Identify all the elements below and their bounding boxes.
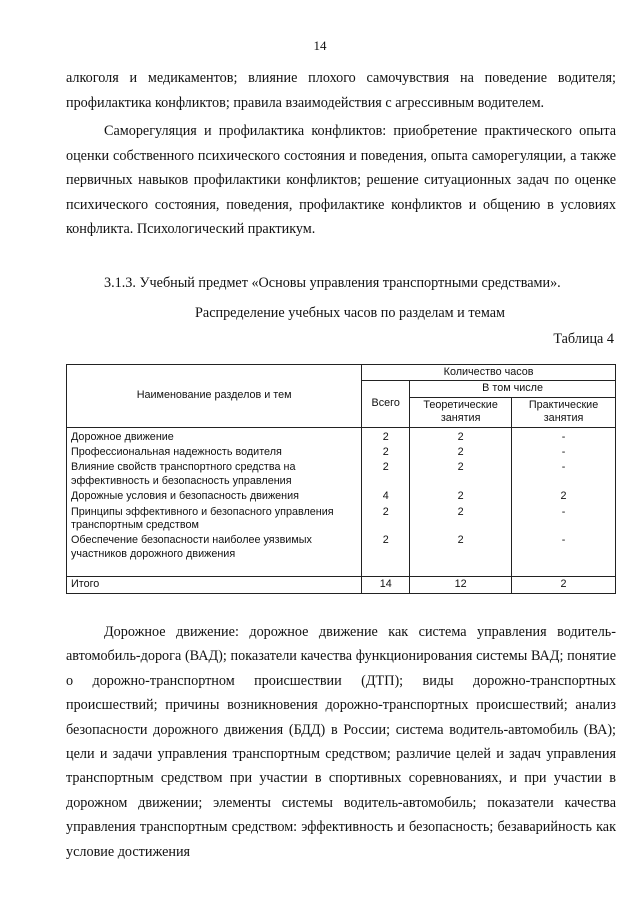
table-row	[67, 533, 616, 562]
row-practice: -	[512, 445, 616, 460]
total-row-name: Итого	[67, 577, 362, 593]
row-practice: -	[512, 505, 616, 534]
row-name: Дорожные условия и безопасность движения	[67, 489, 362, 504]
paragraph-1: алкоголя и медикаментов; влияние плохого самочувствия на поведение водителя; профилактика конфликтов; правила взаимодействия с агрессивным водителем.	[66, 70, 616, 111]
row-name: Принципы эффективного и безопасного управления транспортным средством	[67, 505, 362, 534]
row-theory: 2	[410, 427, 512, 445]
table-row	[67, 505, 616, 534]
row-total: 2	[362, 445, 410, 460]
row-name: Профессиональная надежность водителя	[67, 445, 362, 460]
row-theory: 2	[410, 505, 512, 534]
row-name: Влияние свойств транспортного средства на эффективность и безопасность управления	[67, 460, 362, 489]
row-name: Дорожное движение	[67, 427, 362, 445]
total-row-total: 14	[362, 577, 410, 593]
header-hours: Количество часов	[362, 365, 616, 381]
table-row	[67, 445, 616, 460]
table-spacer-row	[67, 562, 616, 577]
row-theory: 2	[410, 533, 512, 562]
row-total: 2	[362, 505, 410, 534]
row-total: 2	[362, 427, 410, 445]
header-name: Наименование разделов и тем	[67, 365, 362, 428]
table-label: Таблица 4	[553, 331, 614, 347]
row-practice: -	[512, 533, 616, 562]
total-row-theory: 12	[410, 577, 512, 593]
table-row	[67, 489, 616, 504]
hours-table	[66, 364, 616, 594]
header-practice: Практические занятия	[512, 397, 616, 427]
row-practice: -	[512, 460, 616, 489]
paragraph-3: Дорожное движение: дорожное движение как система управления водитель-автомобиль-дорога (ВАД); показатели качества функционирования системы ВАД; понятие о дорожно-транспортном происшествии (ДТП); виды дорожно-транспортных происшествий; причины возникновения дорожно-транспортных происшествий; анализ безопасности дорожного движения (БДД) в России; система водитель-автомобиль (ВА); цели и задачи управления транспортным средством; различие целей и задач управления транспортным средством при участии в спортивных соревнованиях, и при участии в дорожном движении; элементы системы водитель-автомобиль; показатели качества управления транспортным средством: эффективность и безопасность; безаварийность как условие достижения	[66, 624, 616, 860]
table-row	[67, 460, 616, 489]
row-total: 2	[362, 460, 410, 489]
row-total: 4	[362, 489, 410, 504]
table-row	[67, 427, 616, 445]
row-practice: -	[512, 427, 616, 445]
row-theory: 2	[410, 445, 512, 460]
table-caption: Распределение учебных часов по разделам и темам	[195, 305, 505, 321]
row-total: 2	[362, 533, 410, 562]
row-name: Обеспечение безопасности наиболее уязвимых участников дорожного движения	[67, 533, 362, 562]
table-total-row	[67, 577, 616, 593]
total-row-practice: 2	[512, 577, 616, 593]
header-total: Всего	[362, 381, 410, 427]
row-practice: 2	[512, 489, 616, 504]
paragraph-2: Саморегуляция и профилактика конфликтов: приобретение практического опыта оценки собственного психического состояния и поведения, опыта саморегуляции, а также первичных навыков профилактики конфликтов; решение ситуационных задач по оценке психического состояния, поведения, профилактике конфликтов и общению в условиях конфликта. Психологический практикум.	[66, 123, 616, 238]
header-theory: Теоретические занятия	[410, 397, 512, 427]
page-number: 14	[313, 38, 327, 53]
row-theory: 2	[410, 460, 512, 489]
row-theory: 2	[410, 489, 512, 504]
header-including: В том числе	[410, 381, 616, 397]
section-heading: 3.1.3. Учебный предмет «Основы управления транспортными средствами».	[104, 275, 561, 291]
